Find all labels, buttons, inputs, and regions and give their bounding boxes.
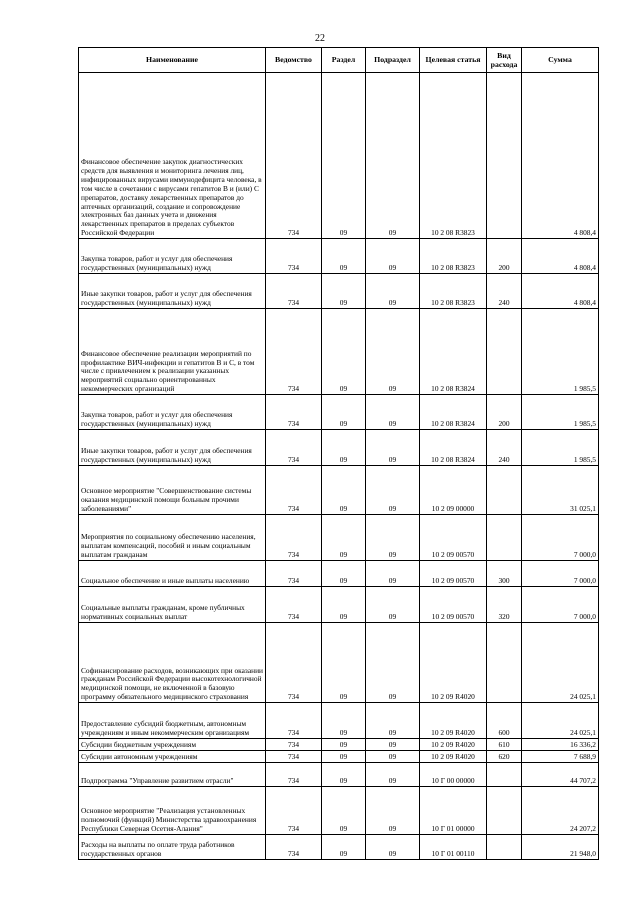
row-target: 10 2 08 R3823 <box>420 274 487 309</box>
row-dept: 734 <box>266 787 322 835</box>
row-section: 09 <box>322 466 366 515</box>
table-row <box>79 395 599 430</box>
row-section: 09 <box>322 274 366 309</box>
row-sum: 1 985,5 <box>522 395 599 430</box>
row-section: 09 <box>322 623 366 703</box>
row-dept: 734 <box>266 763 322 787</box>
row-sum: 16 336,2 <box>522 739 599 751</box>
table-row <box>79 587 599 623</box>
row-sum: 1 985,5 <box>522 430 599 466</box>
row-exptype <box>487 466 522 515</box>
row-section: 09 <box>322 751 366 763</box>
row-subsection: 09 <box>366 787 420 835</box>
row-subsection: 09 <box>366 274 420 309</box>
col-header-sum: Сумма <box>522 48 599 73</box>
row-sum: 4 808,4 <box>522 274 599 309</box>
row-target: 10 2 09 00570 <box>420 587 487 623</box>
row-subsection: 09 <box>366 515 420 561</box>
budget-table <box>78 47 599 860</box>
row-section: 09 <box>322 561 366 587</box>
table-row <box>79 274 599 309</box>
row-target: 10 2 08 R3824 <box>420 395 487 430</box>
row-dept: 734 <box>266 703 322 739</box>
row-subsection: 09 <box>366 239 420 274</box>
row-section: 09 <box>322 587 366 623</box>
row-target: 10 2 09 00570 <box>420 561 487 587</box>
row-subsection: 09 <box>366 309 420 395</box>
row-name: Финансовое обеспечение реализации мероприятий по профилактике ВИЧ-инфекции и гепатитов B и C, в том числе с привлечением к реализации указанных мероприятий социально ориентированных некоммерческих организаций <box>79 309 266 395</box>
row-name: Субсидии бюджетным учреждениям <box>79 739 266 751</box>
row-subsection: 09 <box>366 835 420 860</box>
row-dept: 734 <box>266 751 322 763</box>
row-subsection: 09 <box>366 395 420 430</box>
row-section: 09 <box>322 309 366 395</box>
col-header-exptype: Вид расхода <box>487 48 522 73</box>
table-row <box>79 763 599 787</box>
row-exptype <box>487 763 522 787</box>
row-name: Иные закупки товаров, работ и услуг для обеспечения государственных (муниципальных) нужд <box>79 430 266 466</box>
row-exptype: 600 <box>487 703 522 739</box>
table-row <box>79 703 599 739</box>
row-subsection: 09 <box>366 623 420 703</box>
row-dept: 734 <box>266 623 322 703</box>
row-exptype: 200 <box>487 395 522 430</box>
table-row <box>79 787 599 835</box>
row-name: Финансовое обеспечение закупок диагностических средств для выявления и мониторинга лечения лиц, инфицированных вирусами иммунодефицита человека, в том числе в сочетании с вирусами гепатитов B и (или) C препаратов, доставку лекарственных препаратов до аптечных организаций, создание и сопровождение электронных баз данных учета и движения лекарственных препаратов в пределах субъектов Российской Федерации <box>79 73 266 239</box>
row-target: 10 2 09 R4020 <box>420 739 487 751</box>
row-name: Закупка товаров, работ и услуг для обеспечения государственных (муниципальных) нужд <box>79 239 266 274</box>
row-sum: 21 948,0 <box>522 835 599 860</box>
row-exptype <box>487 835 522 860</box>
row-dept: 734 <box>266 430 322 466</box>
row-sum: 4 808,4 <box>522 73 599 239</box>
row-exptype: 300 <box>487 561 522 587</box>
row-dept: 734 <box>266 239 322 274</box>
col-header-subsection: Подраздел <box>366 48 420 73</box>
row-dept: 734 <box>266 466 322 515</box>
table-row <box>79 73 599 239</box>
col-header-section: Раздел <box>322 48 366 73</box>
row-exptype <box>487 515 522 561</box>
row-sum: 31 025,1 <box>522 466 599 515</box>
row-exptype <box>487 787 522 835</box>
table-row <box>79 239 599 274</box>
row-name: Социальные выплаты гражданам, кроме публичных нормативных социальных выплат <box>79 587 266 623</box>
row-dept: 734 <box>266 515 322 561</box>
row-name: Субсидии автономным учреждениям <box>79 751 266 763</box>
row-subsection: 09 <box>366 73 420 239</box>
row-section: 09 <box>322 703 366 739</box>
row-dept: 734 <box>266 835 322 860</box>
row-name: Основное мероприятие "Совершенствование системы оказания медицинской помощи больным прочими заболеваниями" <box>79 466 266 515</box>
row-sum: 4 808,4 <box>522 239 599 274</box>
page-number: 22 <box>315 33 325 44</box>
col-header-target: Целевая статья <box>420 48 487 73</box>
row-name: Основное мероприятие "Реализация установленных полномочий (функций) Министерства здравоохранения Республики Северная Осетия-Алания" <box>79 787 266 835</box>
table-row <box>79 430 599 466</box>
row-subsection: 09 <box>366 703 420 739</box>
table-row <box>79 623 599 703</box>
row-subsection: 09 <box>366 430 420 466</box>
row-section: 09 <box>322 763 366 787</box>
row-target: 10 Г 00 00000 <box>420 763 487 787</box>
row-name: Социальное обеспечение и иные выплаты населению <box>79 561 266 587</box>
row-dept: 734 <box>266 587 322 623</box>
row-subsection: 09 <box>366 587 420 623</box>
row-dept: 734 <box>266 73 322 239</box>
row-section: 09 <box>322 430 366 466</box>
row-exptype: 240 <box>487 274 522 309</box>
row-sum: 44 707,2 <box>522 763 599 787</box>
row-target: 10 2 08 R3824 <box>420 309 487 395</box>
row-section: 09 <box>322 395 366 430</box>
row-sum: 24 025,1 <box>522 703 599 739</box>
row-name: Предоставление субсидий бюджетным, автономным учреждениям и иным некоммерческим организациям <box>79 703 266 739</box>
row-dept: 734 <box>266 395 322 430</box>
row-subsection: 09 <box>366 751 420 763</box>
col-header-dept: Ведомство <box>266 48 322 73</box>
row-target: 10 2 08 R3823 <box>420 239 487 274</box>
row-exptype: 240 <box>487 430 522 466</box>
row-name: Закупка товаров, работ и услуг для обеспечения государственных (муниципальных) нужд <box>79 395 266 430</box>
table-row <box>79 309 599 395</box>
row-target: 10 2 08 R3824 <box>420 430 487 466</box>
row-subsection: 09 <box>366 466 420 515</box>
row-name: Мероприятия по социальному обеспечению населения, выплатам компенсаций, пособий и иным социальным выплатам гражданам <box>79 515 266 561</box>
row-sum: 24 207,2 <box>522 787 599 835</box>
row-target: 10 Г 01 00000 <box>420 787 487 835</box>
table-row <box>79 466 599 515</box>
row-target: 10 2 08 R3823 <box>420 73 487 239</box>
row-sum: 24 025,1 <box>522 623 599 703</box>
row-subsection: 09 <box>366 561 420 587</box>
row-target: 10 2 09 R4020 <box>420 623 487 703</box>
table-row <box>79 515 599 561</box>
row-sum: 7 000,0 <box>522 561 599 587</box>
row-section: 09 <box>322 73 366 239</box>
row-target: 10 2 09 00570 <box>420 515 487 561</box>
row-name: Иные закупки товаров, работ и услуг для обеспечения государственных (муниципальных) нужд <box>79 274 266 309</box>
row-target: 10 2 09 R4020 <box>420 751 487 763</box>
row-section: 09 <box>322 739 366 751</box>
table-row <box>79 751 599 763</box>
table-header-row <box>79 48 599 73</box>
row-name: Подпрограмма "Управление развитием отрасли" <box>79 763 266 787</box>
row-sum: 7 000,0 <box>522 515 599 561</box>
table-row <box>79 561 599 587</box>
row-section: 09 <box>322 239 366 274</box>
row-target: 10 2 09 R4020 <box>420 703 487 739</box>
row-sum: 7 688,9 <box>522 751 599 763</box>
row-section: 09 <box>322 835 366 860</box>
row-name: Софинансирование расходов, возникающих при оказании гражданам Российской Федерации высокотехнологичной медицинской помощи, не включенной в базовую программу обязательного медицинского страхования <box>79 623 266 703</box>
row-dept: 734 <box>266 561 322 587</box>
row-dept: 734 <box>266 274 322 309</box>
row-sum: 7 000,0 <box>522 587 599 623</box>
row-section: 09 <box>322 787 366 835</box>
row-section: 09 <box>322 515 366 561</box>
row-exptype: 200 <box>487 239 522 274</box>
row-dept: 734 <box>266 309 322 395</box>
row-exptype <box>487 623 522 703</box>
row-subsection: 09 <box>366 763 420 787</box>
row-subsection: 09 <box>366 739 420 751</box>
table-row <box>79 835 599 860</box>
row-target: 10 Г 01 00110 <box>420 835 487 860</box>
row-target: 10 2 09 00000 <box>420 466 487 515</box>
row-dept: 734 <box>266 739 322 751</box>
row-sum: 1 985,5 <box>522 309 599 395</box>
table-row <box>79 739 599 751</box>
row-exptype: 320 <box>487 587 522 623</box>
col-header-name: Наименование <box>79 48 266 73</box>
row-exptype <box>487 309 522 395</box>
row-name: Расходы на выплаты по оплате труда работников государственных органов <box>79 835 266 860</box>
row-exptype: 620 <box>487 751 522 763</box>
row-exptype <box>487 73 522 239</box>
row-exptype: 610 <box>487 739 522 751</box>
